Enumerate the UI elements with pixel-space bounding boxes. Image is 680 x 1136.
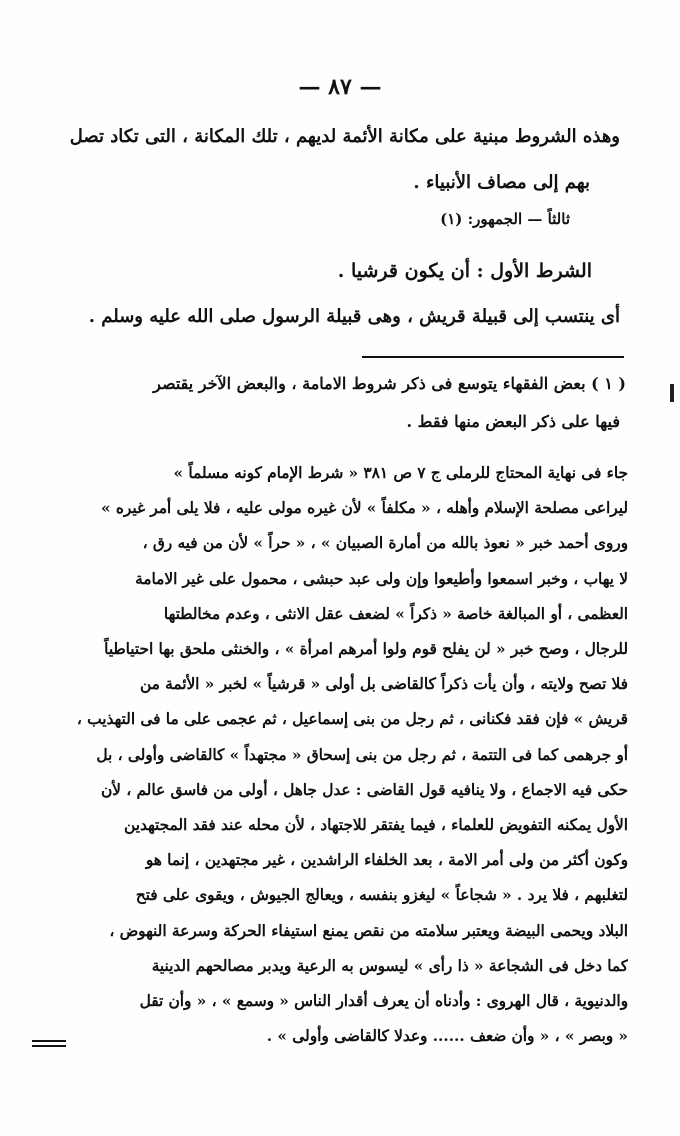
footnote-line: للرجال ، وصح خبر « لن يفلح قوم ولوا أمرهم امرأة » ، والخنثى ملحق بها احتياطياً: [104, 640, 628, 659]
paragraph-line: بهم إلى مصاف الأنبياء .: [413, 172, 590, 193]
footnote-line: « وبصر » ، « وأن ضعف ...... وعدلا كالقاضى وأولى » .: [266, 1027, 628, 1046]
footnote-block: [58, 456, 628, 1054]
footnote-line: ليراعى مصلحة الإسلام وأهله ، « مكلفاً » لأن غيره مولى عليه ، فلا يلى أمر غيره »: [100, 499, 628, 518]
footnote-line: فلا تصح ولايته ، وأن يأت ذكراً كالقاضى بل أولى « قرشياً » لخبر « الأئمة من: [139, 675, 628, 694]
footnote-line: البلاد ويحمى البيضة ويعتبر سلامته من نقص يمنع استيفاء الحركة وسرعة النهوض ،: [109, 921, 628, 940]
section-heading: ثالثاً — الجمهور: (١): [440, 210, 570, 228]
footnote-line: لتغلبهم ، فلا يرد . « شجاعاً » ليغزو بنفسه ، ويعالج الجيوش ، ويقوى على فتح: [135, 886, 628, 905]
footnote-line: حكى فيه الاجماع ، ولا ينافيه قول القاضى : عدل جاهل ، أولى من فاسق عالم ، لأن: [100, 780, 628, 799]
footnote-separator: [362, 356, 624, 358]
footnote-line: ( ١ ) بعض الفقهاء يتوسع فى ذكر شروط الامامة ، والبعض الآخر يقتصر: [153, 374, 626, 393]
footnote-line: والدنيوية ، قال الهروى : وأدناه أن يعرف أقدار الناس « وسمع » ، « وأن تقل: [139, 992, 628, 1011]
footnote-line: الأول يمكنه التفويض للعلماء ، فيما يفتقر للاجتهاد ، لأن محله عند فقد المجتهدين: [124, 816, 628, 835]
continuation-mark: [32, 1040, 66, 1048]
condition-title: الشرط الأول : أن يكون قرشيا .: [337, 260, 592, 282]
footnote-line: لا يهاب ، وخبر اسمعوا وأطيعوا وإن ولى عبد حبشى ، محمول على غير الامامة: [135, 569, 628, 588]
page-number: — ٨٧ —: [298, 74, 382, 100]
footnote-line: أو جرهمى كما فى التتمة ، ثم رجل من بنى إسحاق « مجتهداً » كالقاضى وأولى ، بل: [96, 745, 628, 764]
condition-explanation: أى ينتسب إلى قبيلة قريش ، وهى قبيلة الرسول صلى الله عليه وسلم .: [88, 306, 620, 327]
footnote-line: كما دخل فى الشجاعة « ذا رأى » ليسوس به الرعية ويدبر مصالحهم الدينية: [151, 956, 628, 975]
footnote-line: جاء فى نهاية المحتاج للرملى ج ٧ ص ٣٨١ « شرط الإمام كونه مسلماً »: [173, 464, 628, 482]
paragraph-line: وهذه الشروط مبنية على مكانة الأئمة لديهم ، تلك المكانة ، التى تكاد تصل: [69, 126, 620, 147]
footnote-line: العظمى ، أو المبالغة خاصة « ذكراً » لضعف عقل الانثى ، وعدم مخالطتها: [163, 604, 628, 623]
footnote-line: وكون أكثر من ولى أمر الامة ، بعد الخلفاء الراشدين ، غير مجتهدين ، إنما هو: [145, 851, 628, 870]
footnote-line: فيها على ذكر البعض منها فقط .: [406, 412, 620, 431]
footnote-line: وروى أحمد خبر « نعوذ بالله من أمارة الصبيان » ، « حراً » لأن من فيه رق ،: [142, 534, 628, 553]
footnote-line: قريش » فإن فقد فكنانى ، ثم رجل من بنى إسماعيل ، ثم عجمى على ما فى التهذيب ،: [76, 710, 628, 729]
scan-artifact: [670, 384, 674, 402]
